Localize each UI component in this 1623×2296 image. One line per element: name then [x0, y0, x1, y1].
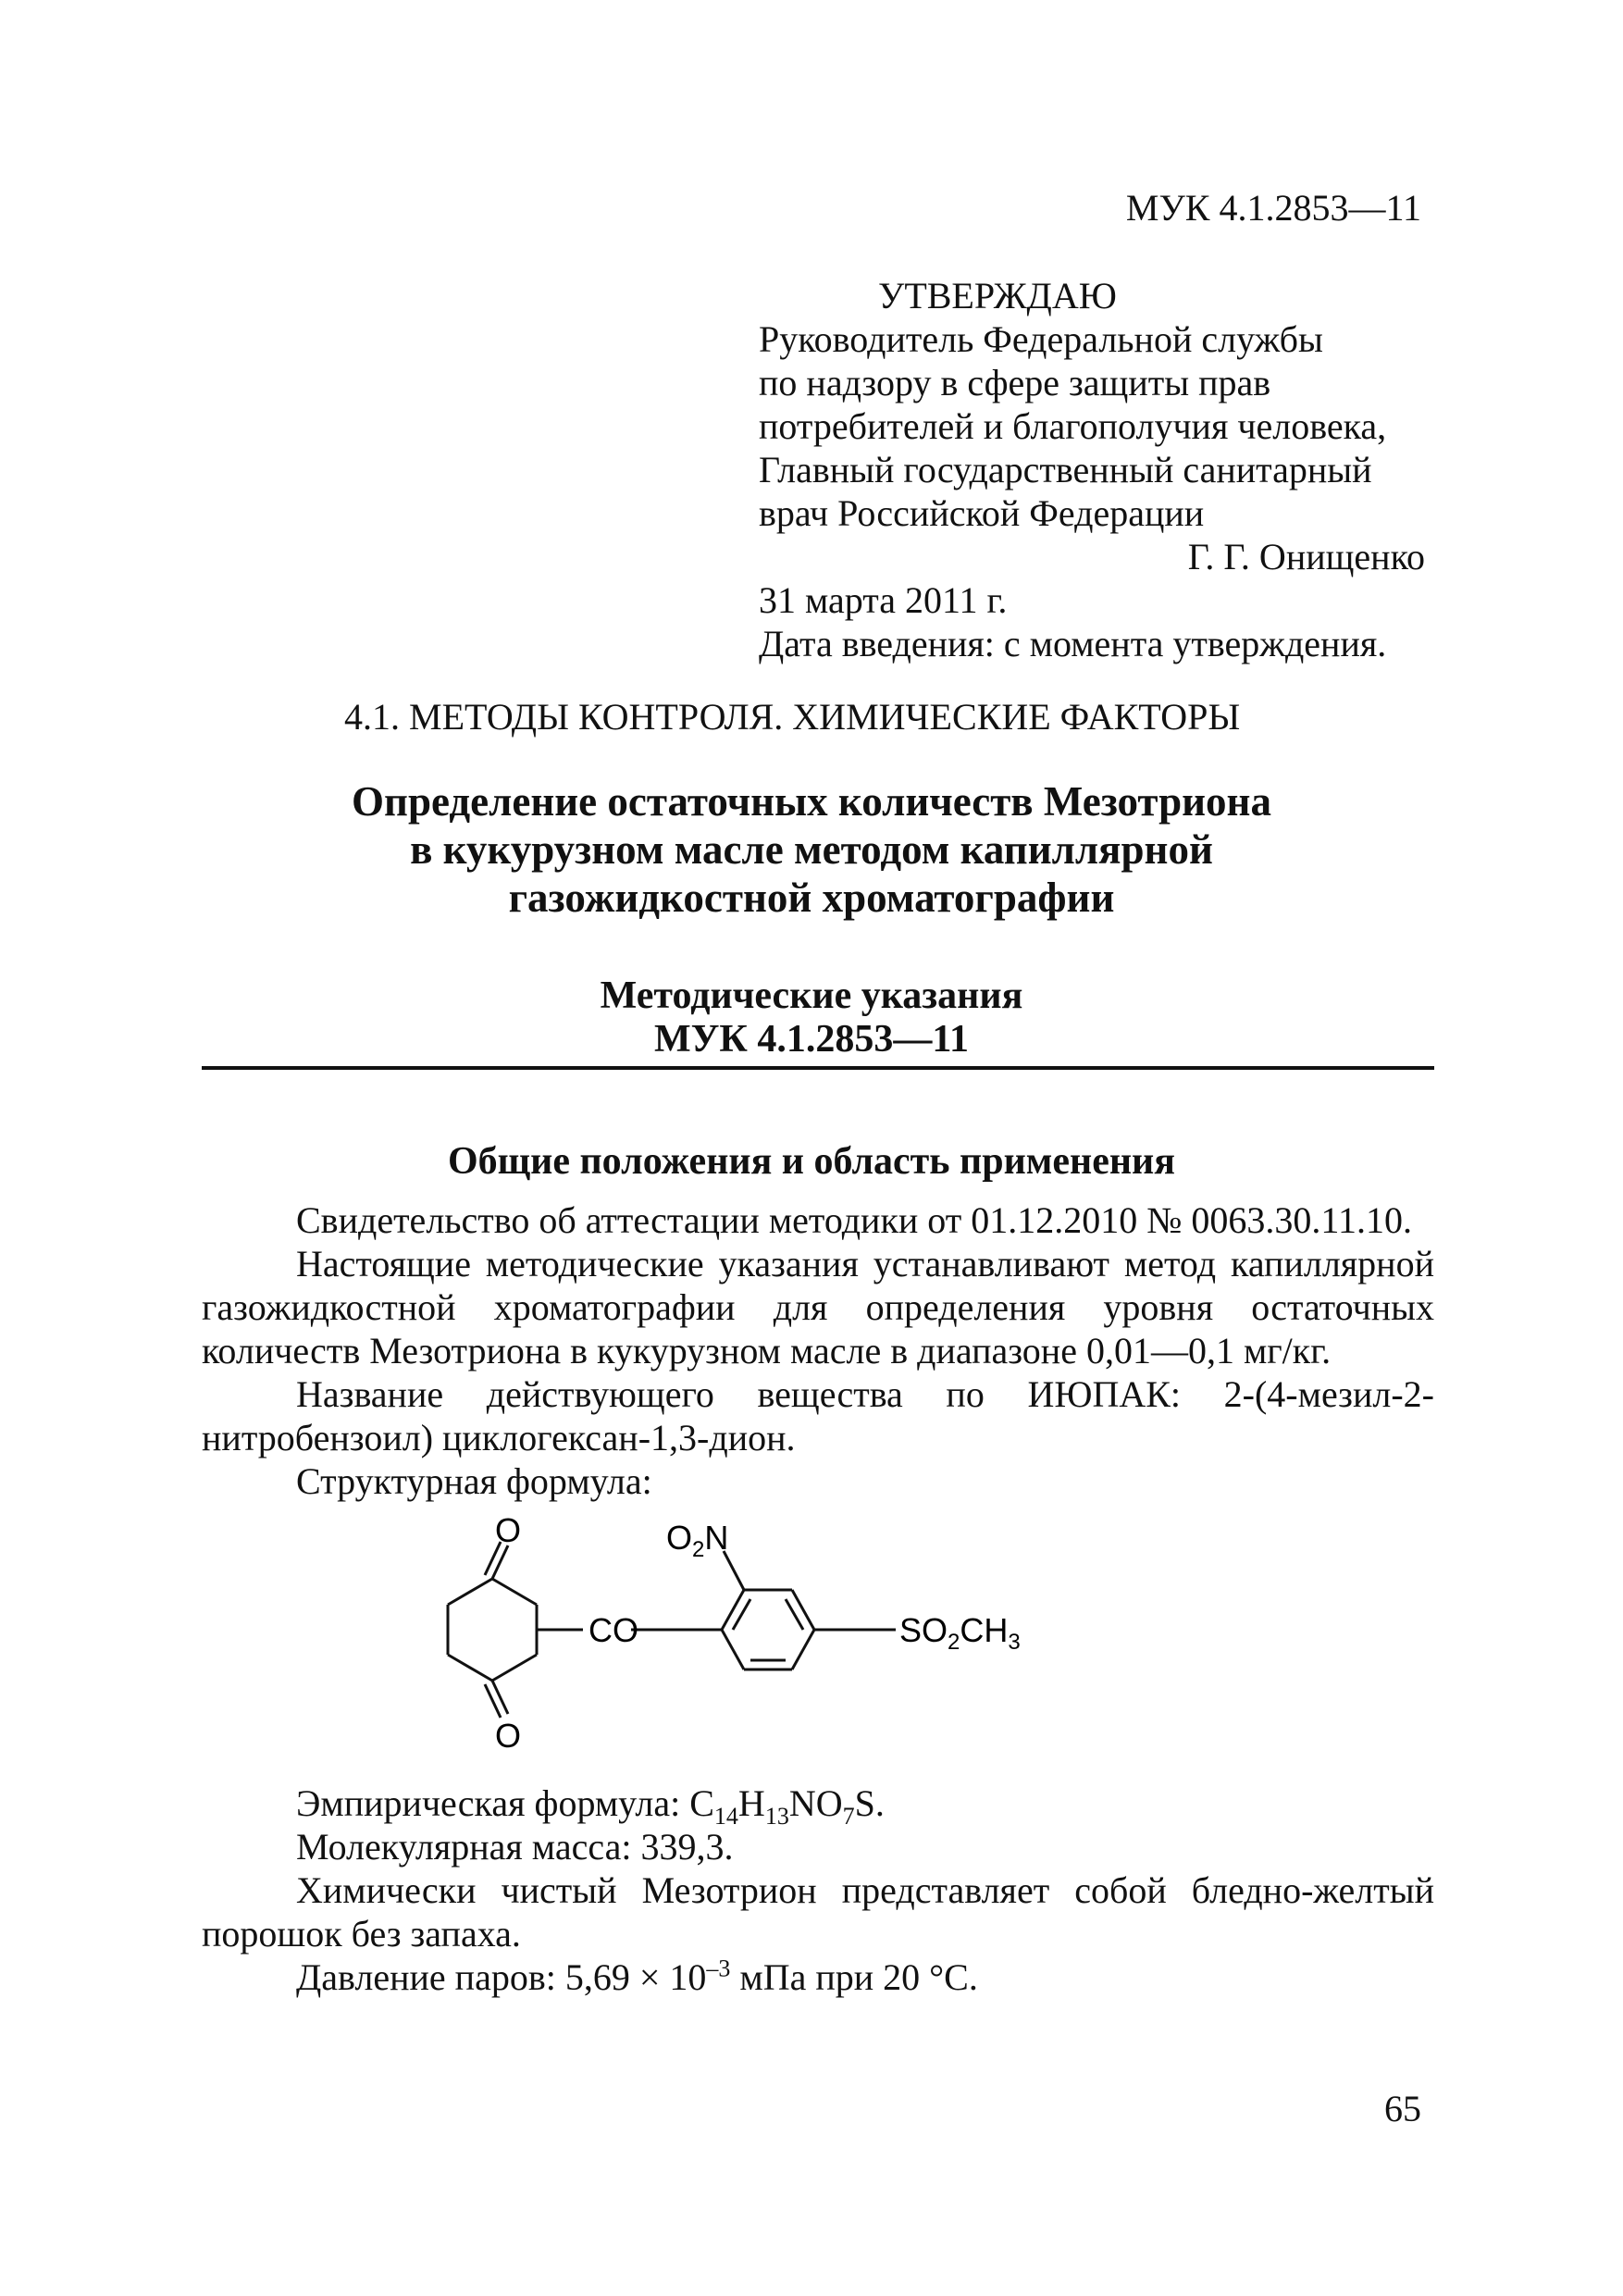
title-line: газожидкостной хроматографии: [508, 875, 1115, 921]
approval-signatory: Г. Г. Онищенко: [1187, 536, 1425, 577]
scope-paragraph: Настоящие методические указания устанавливают метод капиллярной газожидкостной хроматографии для определения уровня остаточных количеств Мезотриона в кукурузном масле в диапазоне 0,01—0,1 мг/кг.: [202, 1243, 1434, 1371]
carbonyl-label: CO: [588, 1611, 638, 1649]
approval-line: врач Российской Федерации: [759, 492, 1205, 534]
structural-formula-label: Структурная формула:: [296, 1460, 652, 1502]
body-text-top: [202, 1198, 1434, 1503]
horizontal-rule: [202, 1066, 1434, 1070]
approval-block: [759, 274, 1425, 665]
oxygen-bottom-label: O: [494, 1717, 522, 1755]
iupac-paragraph: Название действующего вещества по ИЮПАК: 2-(4-мезил-2-нитробензоил) циклогексан-1,3-дион.: [202, 1373, 1434, 1458]
effective-date: Дата введения: с момента утверждения.: [759, 623, 1387, 664]
approval-line: Руководитель Федеральной службы: [759, 318, 1323, 360]
approval-heading: УТВЕРЖДАЮ: [878, 275, 1117, 316]
section-label: 4.1. МЕТОДЫ КОНТРОЛЯ. ХИМИЧЕСКИЕ ФАКТОРЫ: [344, 696, 1241, 738]
approval-line: потребителей и благополучия человека,: [759, 405, 1387, 447]
document-code: МУК 4.1.2853—11: [1125, 187, 1421, 229]
certificate-paragraph: Свидетельство об аттестации методики от 01.12.2010 № 0063.30.11.10.: [296, 1199, 1412, 1241]
vapor-pressure: Давление паров: $5,69 \times 10^{-3}$ мПа при 20 °C.: [296, 1955, 978, 1998]
approval-line: Главный государственный санитарный: [759, 449, 1372, 490]
benzene-ring: [631, 1551, 896, 1669]
subtitle-line: Методические указания: [600, 974, 1023, 1017]
sulfonyl-group-label: $SO_2CH_3$: [899, 1611, 1021, 1655]
appearance-paragraph: Химически чистый Мезотрион представляет собой бледно-желтый порошок без запаха.: [202, 1869, 1434, 1955]
title-line: Определение остаточных количеств Мезотриона: [352, 778, 1271, 825]
body-text-bottom: [202, 1781, 1434, 1999]
document-subtitle: [0, 974, 1623, 1061]
approval-date: 31 марта 2011 г.: [759, 579, 1008, 621]
cyclohexanedione-ring: [448, 1542, 583, 1718]
page-number: 65: [1384, 2088, 1421, 2129]
document-title: [0, 777, 1623, 922]
subtitle-code: МУК 4.1.2853—11: [653, 1018, 970, 1061]
oxygen-top-label: O: [494, 1514, 522, 1549]
nitro-group-label: $O_2N$: [666, 1519, 729, 1562]
empirical-formula: Эмпирическая формула: $C_{14}H_{13}NO_7S$.: [296, 1782, 885, 1830]
molecular-mass: Молекулярная масса: 339,3.: [296, 1826, 734, 1868]
structural-formula: [389, 1514, 1055, 1773]
title-line: в кукурузном масле методом капиллярной: [410, 826, 1213, 873]
approval-line: по надзору в сфере защиты прав: [759, 362, 1271, 403]
section-heading: Общие положения и область применения: [448, 1140, 1175, 1183]
